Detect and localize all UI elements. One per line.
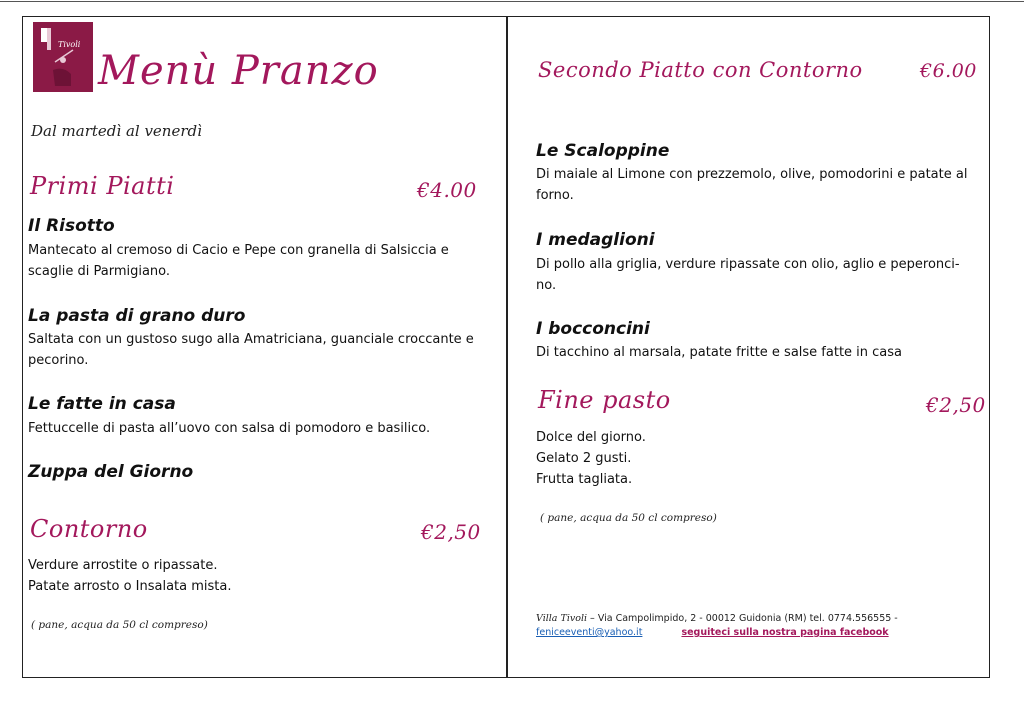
contorno-line: Patate arrosto o Insalata mista.: [28, 579, 232, 594]
fine-price: €2,50: [926, 393, 986, 417]
dish-title: La pasta di grano duro: [28, 306, 246, 326]
dish-title: Le Scaloppine: [536, 141, 670, 161]
dish-description: Fettuccelle di pasta all’uovo con salsa di pomodoro e basilico.: [28, 421, 431, 436]
page-title: Menù Pranzo: [98, 48, 379, 94]
facebook-link[interactable]: seguiteci sulla nostra pagina facebook: [681, 627, 889, 638]
footer-contact: [536, 612, 976, 640]
dish-title: I medaglioni: [536, 230, 655, 250]
dish-description: Saltata con un gustoso sugo alla Amatriciana, guanciale croccante e pecorino.: [28, 332, 474, 368]
footer-address: – Via Campolimpido, 2 - 00012 Guidonia (RM) tel. 0774.556555 -: [587, 613, 898, 624]
page-subtitle: Dal martedì al venerdì: [31, 122, 202, 140]
footer-brand: Villa Tivoli: [536, 613, 588, 624]
fine-line: Frutta tagliata.: [536, 472, 633, 487]
dish-title: Le fatte in casa: [28, 394, 176, 414]
logo-text: Tivoli: [58, 40, 81, 49]
dish-title: I bocconcini: [536, 319, 650, 339]
contorno-heading: Contorno: [30, 515, 148, 543]
dish-description: Mantecato al cremoso di Cacio e Pepe con granella di Salsiccia e scaglie di Parmigiano.: [28, 243, 449, 279]
dish-description: Di tacchino al marsala, patate fritte e salse fatte in casa: [536, 345, 903, 360]
primi-price: €4.00: [417, 178, 477, 202]
dish-description: Di maiale al Limone con prezzemolo, olive, pomodorini e patate al forno.: [536, 167, 968, 203]
dish-title: Zuppa del Giorno: [28, 462, 194, 482]
dish-title: Il Risotto: [28, 216, 115, 236]
villa-tivoli-logo-icon: [33, 22, 93, 92]
fine-note: ( pane, acqua da 50 cl compreso): [540, 512, 717, 524]
contorno-note: ( pane, acqua da 50 cl compreso): [31, 619, 208, 631]
dish-description: Di pollo alla griglia, verdure ripassate con olio, aglio e peperonci-no.: [536, 257, 960, 293]
email-link[interactable]: feniceeventi@yahoo.it: [536, 627, 643, 638]
fine-heading: Fine pasto: [538, 386, 671, 414]
column-divider: [506, 16, 508, 678]
contorno-price: €2,50: [421, 520, 481, 544]
fine-line: Dolce del giorno.: [536, 430, 646, 445]
fine-line: Gelato 2 gusti.: [536, 451, 632, 466]
primi-heading: Primi Piatti: [30, 172, 175, 200]
secondo-heading: Secondo Piatto con Contorno: [538, 58, 863, 82]
top-rule: [0, 1, 1024, 2]
secondo-price: €6.00: [920, 60, 977, 82]
contorno-line: Verdure arrostite o ripassate.: [28, 558, 218, 573]
